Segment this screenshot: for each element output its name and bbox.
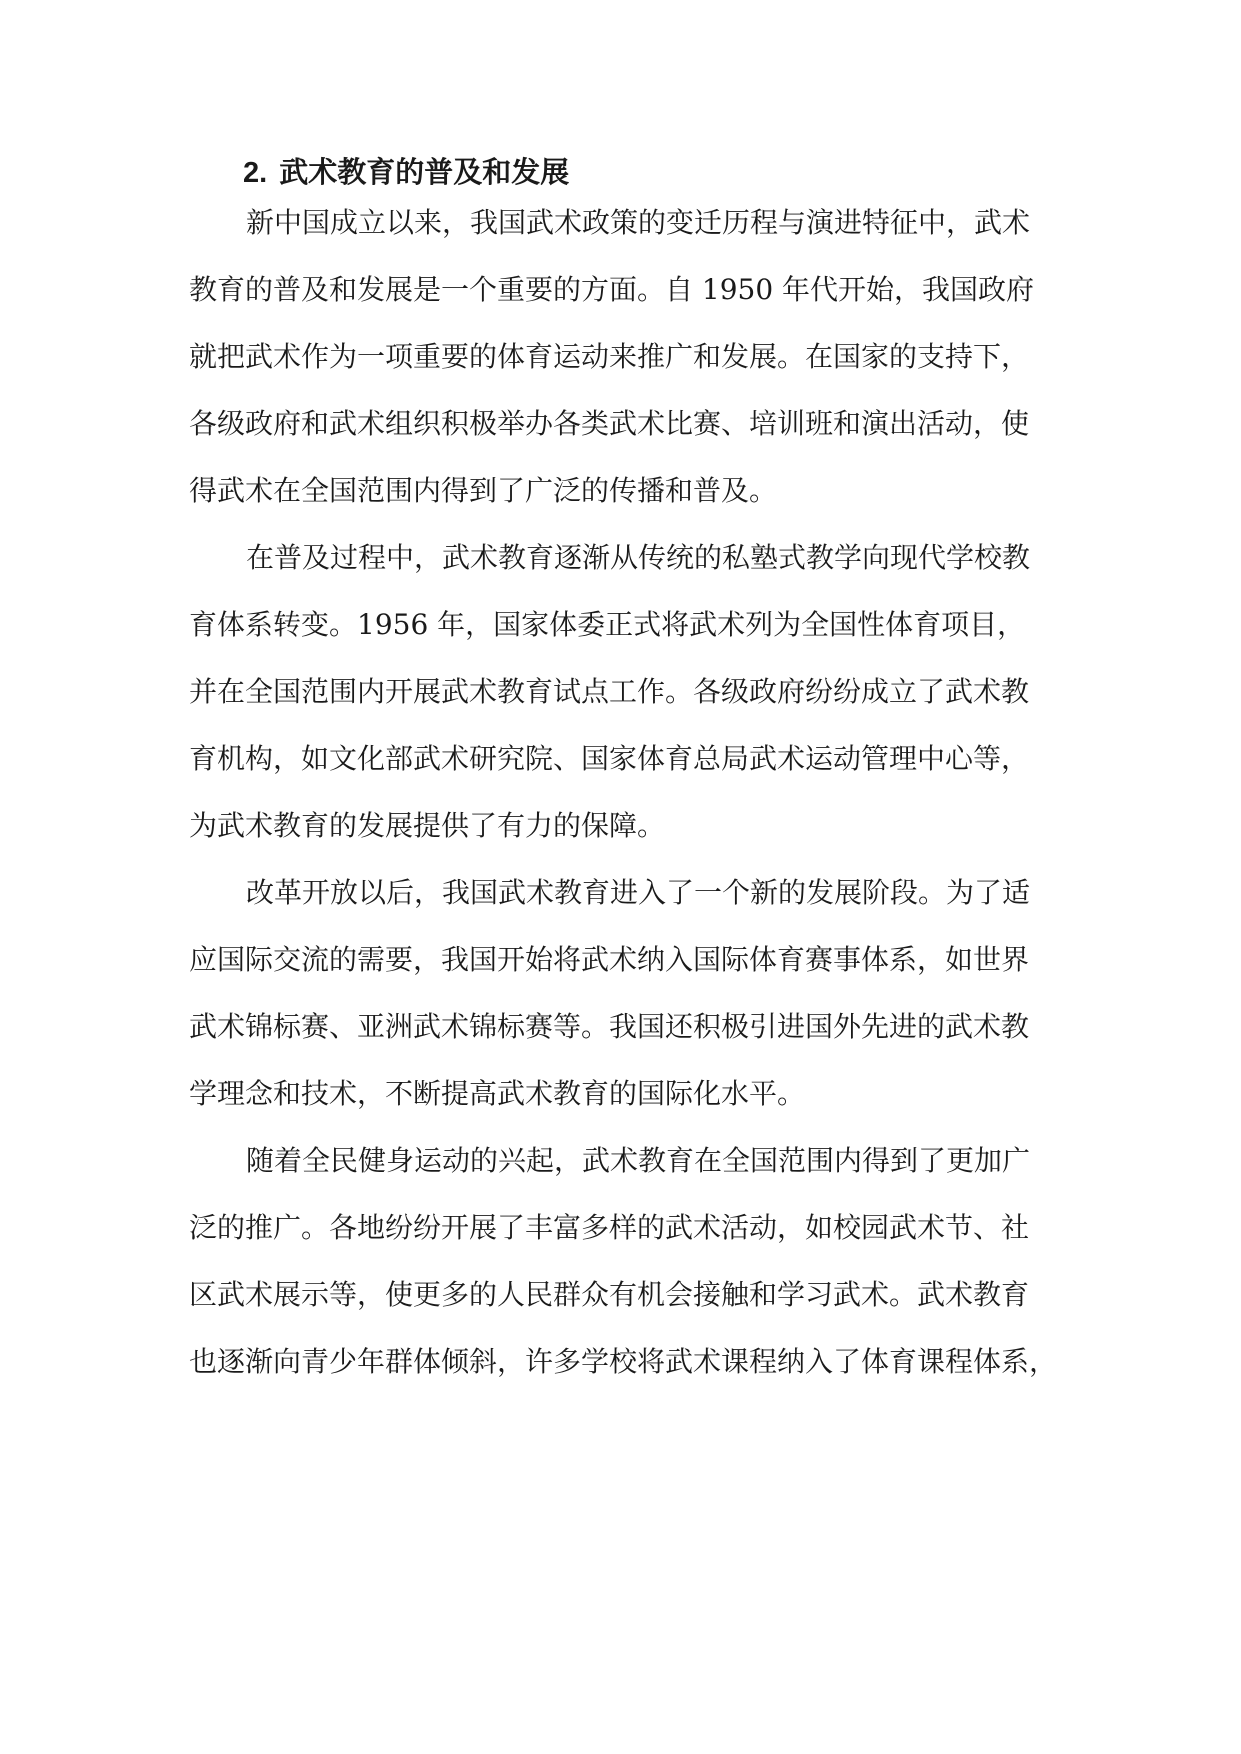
paragraph-line: 武术锦标赛、亚洲武术锦标赛等。我国还积极引进国外先进的武术教 <box>189 1010 1030 1043</box>
section-number: 2. <box>243 157 268 189</box>
paragraph-line: 随着全民健身运动的兴起，武术教育在全国范围内得到了更加广 <box>246 1144 1031 1177</box>
section-title: 武术教育的普及和发展 <box>279 155 570 189</box>
paragraph-line: 学理念和技术，不断提高武术教育的国际化水平。 <box>189 1077 806 1110</box>
paragraph-line: 为武术教育的发展提供了有力的保障。 <box>189 809 666 842</box>
section-heading <box>243 150 569 195</box>
paragraph-line: 应国际交流的需要，我国开始将武术纳入国际体育赛事体系，如世界 <box>189 943 1030 976</box>
paragraph-line: 就把武术作为一项重要的体育运动来推广和发展。在国家的支持下， <box>189 340 1030 373</box>
paragraph-line: 并在全国范围内开展武术教育试点工作。各级政府纷纷成立了武术教 <box>189 675 1030 708</box>
paragraph-line: 区武术展示等，使更多的人民群众有机会接触和学习武术。武术教育 <box>189 1278 1030 1311</box>
paragraph-line: 改革开放以后，我国武术教育进入了一个新的发展阶段。为了适 <box>246 876 1031 909</box>
paragraph-line: 育机构，如文化部武术研究院、国家体育总局武术运动管理中心等， <box>189 742 1030 775</box>
paragraph-line: 育体系转变。1956 年，国家体委正式将武术列为全国性体育项目， <box>189 608 1026 641</box>
paragraph-line: 在普及过程中，武术教育逐渐从传统的私塾式教学向现代学校教 <box>246 541 1031 574</box>
paragraph-line: 也逐渐向青少年群体倾斜，许多学校将武术课程纳入了体育课程体系， <box>189 1345 1058 1378</box>
paragraph-line: 教育的普及和发展是一个重要的方面。自 1950 年代开始，我国政府 <box>189 273 1035 306</box>
paragraph-line: 泛的推广。各地纷纷开展了丰富多样的武术活动，如校园武术节、社 <box>189 1211 1030 1244</box>
paragraph-line: 各级政府和武术组织积极举办各类武术比赛、培训班和演出活动，使 <box>189 407 1030 440</box>
paragraph-line: 新中国成立以来，我国武术政策的变迁历程与演进特征中，武术 <box>246 206 1031 239</box>
paragraph-line: 得武术在全国范围内得到了广泛的传播和普及。 <box>189 474 778 507</box>
